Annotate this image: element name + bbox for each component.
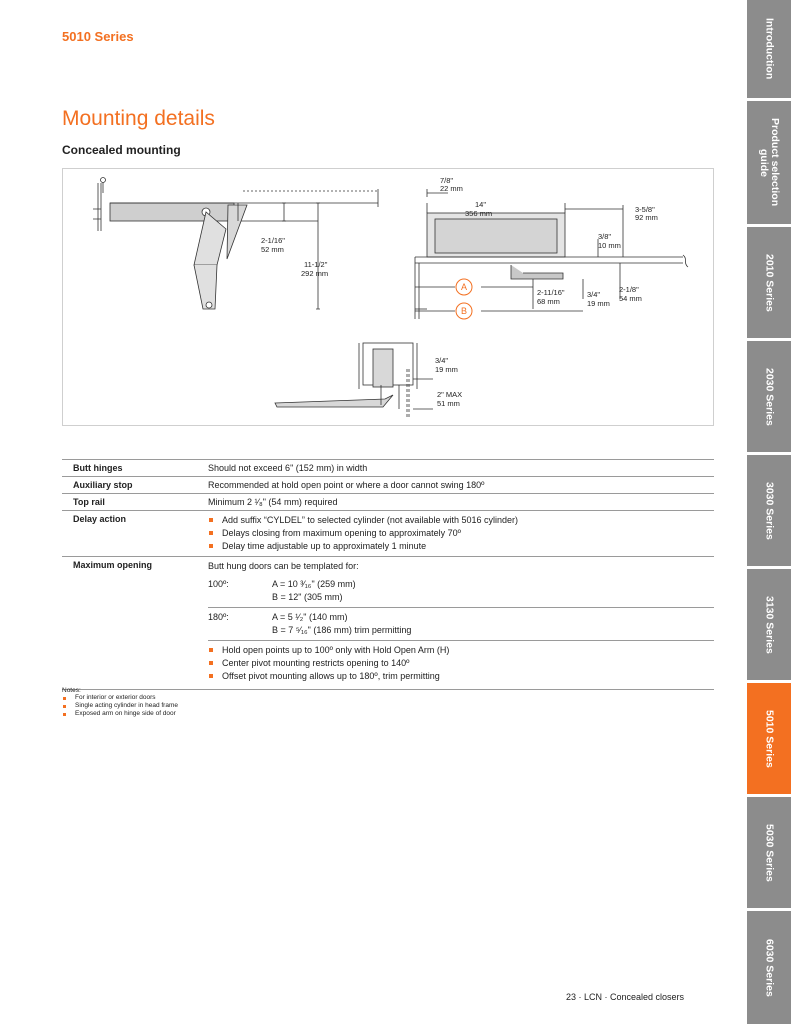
tab-6030-series[interactable] — [747, 911, 791, 1024]
page-footer: 23 · LCN · Concealed closers — [566, 992, 685, 1002]
tab-label: 2030 Series — [763, 367, 776, 426]
row-value — [208, 557, 714, 690]
specs-table — [62, 459, 714, 690]
list-item: Delay time adjustable up to approximately 1 minute — [208, 540, 714, 553]
row-label: Butt hinges — [62, 460, 208, 477]
list-item: For interior or exterior doors — [62, 694, 178, 702]
tab-label: 5010 Series — [763, 709, 776, 768]
row-label: Top rail — [62, 494, 208, 511]
tab-label: 6030 Series — [763, 938, 776, 997]
list-item: Delays closing from maximum opening to approximately 70º — [208, 527, 714, 540]
tab-2030-series[interactable] — [747, 341, 791, 452]
dim-3-4-a: 3/4" — [587, 290, 601, 299]
table-row — [62, 557, 714, 690]
opening-degree: 180º: — [208, 612, 229, 622]
mounting-diagram-svg — [63, 169, 713, 425]
tab-5010-series[interactable] — [747, 683, 791, 794]
table-row — [62, 511, 714, 557]
opening-row-180 — [208, 607, 714, 640]
list-item: Offset pivot mounting allows up to 180º, trim permitting — [208, 670, 449, 683]
dim-7-8: 7/8" — [440, 176, 454, 185]
section-tabs — [747, 0, 791, 1024]
dim-51mm: 51 mm — [437, 399, 460, 408]
row-label: Maximum opening — [62, 557, 208, 690]
page-title: Mounting details — [62, 107, 215, 131]
list-item: Center pivot mounting restricts opening to 140º — [208, 657, 449, 670]
tab-label: 3130 Series — [763, 595, 776, 654]
dim-2-1-8: 2-1/8" — [619, 285, 639, 294]
mounting-diagram — [62, 168, 714, 426]
list-item: Single acting cylinder in head frame — [62, 702, 178, 710]
opening-a: A = 5 ¹⁄₂" (140 mm) — [272, 612, 348, 622]
dim-19mm-a: 19 mm — [587, 299, 610, 308]
row-value: Should not exceed 6" (152 mm) in width — [208, 460, 714, 477]
opening-row-100 — [208, 575, 714, 607]
tab-3130-series[interactable] — [747, 569, 791, 680]
opening-b: B = 12" (305 mm) — [272, 592, 343, 602]
tab-label: Introduction — [763, 18, 776, 80]
row-value: Recommended at hold open point or where a door cannot swing 180º — [208, 477, 714, 494]
dim-10mm: 10 mm — [598, 241, 621, 250]
list-item: Exposed arm on hinge side of door — [62, 710, 178, 718]
label-b: B — [461, 306, 468, 316]
label-a: A — [461, 282, 468, 292]
notes — [62, 687, 178, 718]
opening-b: B = 7 ⁵⁄₁₆" (186 mm) trim permitting — [272, 625, 412, 635]
dim-52mm: 52 mm — [261, 245, 284, 254]
tab-introduction[interactable] — [747, 0, 791, 98]
dim-292mm: 292 mm — [301, 269, 329, 278]
opening-degree: 100º: — [208, 579, 229, 589]
section-title: Concealed mounting — [62, 143, 181, 157]
row-label: Delay action — [62, 511, 208, 557]
delay-action-list — [208, 514, 714, 553]
list-item: Add suffix “CYLDEL” to selected cylinder (not available with 5016 cylinder) — [208, 514, 714, 527]
dim-2-1-16: 2-1/16" — [261, 236, 285, 245]
dim-3-4-b: 3/4" — [435, 356, 449, 365]
dim-2-11-16: 2-11/16" — [537, 288, 565, 297]
dim-2-max: 2" MAX — [437, 390, 463, 399]
opening-notes — [208, 640, 714, 686]
dim-68mm: 68 mm — [537, 297, 560, 306]
series-label: 5010 Series — [62, 29, 134, 44]
opening-a: A = 10 ³⁄₁₆" (259 mm) — [272, 579, 356, 589]
tab-label: 5030 Series — [763, 823, 776, 882]
row-label: Auxiliary stop — [62, 477, 208, 494]
dim-22mm: 22 mm — [440, 184, 463, 193]
max-opening-list — [208, 644, 449, 683]
row-value — [208, 511, 714, 557]
tab-5030-series[interactable] — [747, 797, 791, 908]
dim-54mm: 54 mm — [619, 294, 642, 303]
tab-label: 2010 Series — [763, 253, 776, 312]
tab-label: Product selection guide — [758, 118, 781, 207]
table-row — [62, 477, 714, 494]
tab-3030-series[interactable] — [747, 455, 791, 566]
max-opening-intro: Butt hung doors can be templated for: — [208, 561, 359, 571]
dim-3-5-8: 3-5/8" — [635, 205, 655, 214]
notes-title: Notes: — [62, 687, 81, 694]
table-row — [62, 494, 714, 511]
list-item: Hold open points up to 100º only with Hold Open Arm (H) — [208, 644, 449, 657]
dim-3-8: 3/8" — [598, 232, 612, 241]
row-value: Minimum 2 ¹⁄₈" (54 mm) required — [208, 494, 714, 511]
tab-2010-series[interactable] — [747, 227, 791, 338]
table-row — [62, 460, 714, 477]
dim-14: 14" — [475, 200, 487, 209]
tab-product-selection-guide[interactable] — [747, 101, 791, 224]
dim-92mm: 92 mm — [635, 213, 658, 222]
tab-label: 3030 Series — [763, 481, 776, 540]
dim-19mm-b: 19 mm — [435, 365, 458, 374]
dim-356mm: 356 mm — [465, 209, 493, 218]
dim-11-1-2: 11-1/2" — [304, 260, 328, 269]
